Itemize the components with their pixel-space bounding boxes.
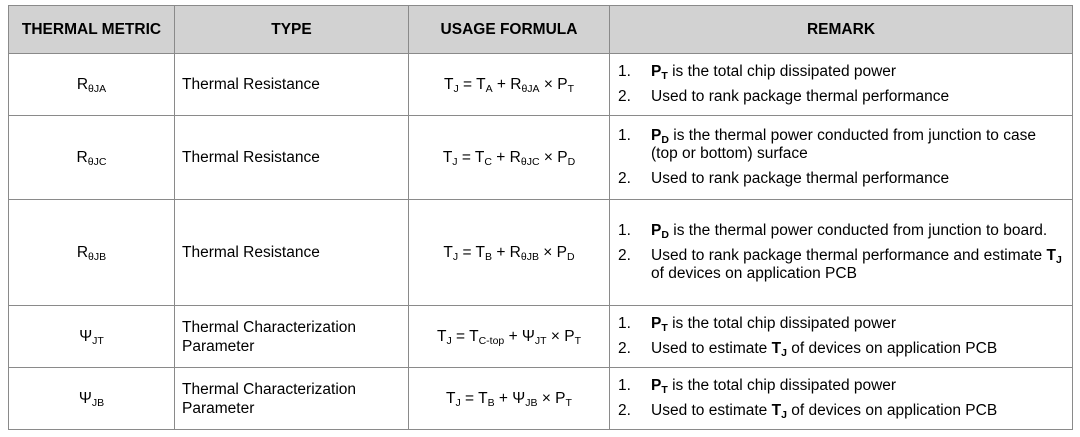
formula-subscript: θJC [520,155,540,168]
remark-text [651,88,1066,106]
formula-text: T [446,389,456,407]
metric-subscript: θJA [88,82,107,95]
table-row [9,368,1073,430]
metric-symbol: Ψ [79,327,93,345]
remark-number: 2. [618,170,631,187]
formula-text: + R [492,243,521,261]
remark-item [618,63,1066,81]
remark-bold: T [771,402,782,419]
type-cell: Thermal Resistance [175,116,409,200]
formula-text: = T [458,75,486,93]
remark-bold: T [771,340,782,357]
remark-subscript: D [661,134,669,146]
formula-subscript: D [566,250,575,263]
formula-subscript: JT [534,334,547,347]
remark-item [618,127,1066,163]
remark-number: 1. [618,63,631,80]
formula-text: + R [492,148,521,166]
type-cell: Thermal Resistance [175,200,409,306]
remark-plain: is the total chip dissipated power [667,377,897,394]
header-usage-formula: USAGE FORMULA [409,6,610,54]
remark-text [651,127,1066,163]
formula-text: T [443,243,453,261]
remark-item [618,402,1066,420]
remark-cell [610,54,1073,116]
remark-item [618,315,1066,333]
header-row [9,6,1073,54]
remark-plain: is the thermal power conducted from junction to board. [668,222,1048,239]
remark-text [651,247,1066,283]
remark-plain: is the thermal power conducted from junction to case (top or bottom) surface [651,127,1036,162]
remark-text [651,315,1066,333]
formula-text: = T [451,327,479,345]
formula-subscript: J [452,155,458,168]
table-row [9,200,1073,306]
formula-subscript: B [485,250,493,263]
thermal-metric-cell [9,368,175,430]
formula-text: T [444,75,454,93]
remark-text [651,377,1066,395]
usage-formula-cell [409,116,610,200]
remark-plain: Used to rank package thermal performance [651,170,950,187]
remark-subscript: D [661,229,669,241]
remark-number: 2. [618,402,631,419]
formula-text: × P [538,243,567,261]
header-type: TYPE [175,6,409,54]
formula-text: × P [546,327,575,345]
remark-item [618,377,1066,395]
remark-bold: P [651,377,662,394]
remark-text [651,222,1066,240]
type-cell: Thermal Resistance [175,54,409,116]
formula-subscript: C [484,155,492,168]
formula-text: + Ψ [494,389,526,407]
remark-subscript: T [661,70,668,82]
metric-subscript: JT [92,334,104,347]
remark-number: 2. [618,340,631,357]
table-row [9,54,1073,116]
formula-subscript: J [452,250,459,263]
remark-item [618,247,1066,283]
formula-subscript: T [565,396,572,409]
remark-bold: P [651,222,662,239]
remark-cell [610,116,1073,200]
thermal-metric-cell [9,200,175,306]
metric-subscript: JB [91,396,105,409]
formula-subscript: T [574,334,581,347]
usage-formula-cell [409,54,610,116]
metric-subscript: θJC [87,155,107,168]
formula-subscript: C-top [478,334,505,347]
formula-text: + Ψ [504,327,535,345]
formula-subscript: D [567,155,576,168]
remark-subscript: T [661,384,668,396]
remark-plain: Used to rank package thermal performance and estimate [651,247,1047,264]
remark-cell [610,200,1073,306]
remark-plain: Used to rank package thermal performance [651,88,950,105]
remark-text [651,340,1066,358]
metric-symbol: R [76,75,89,93]
remark-plain: of devices on application PCB [786,402,998,419]
remark-text [651,170,1066,188]
metric-symbol: R [76,148,88,166]
table-row [9,116,1073,200]
remark-item [618,88,1066,106]
remark-number: 1. [618,127,631,144]
remark-plain: of devices on application PCB [651,265,857,282]
header-remark: REMARK [610,6,1073,54]
usage-formula-cell [409,306,610,368]
remark-number: 2. [618,88,631,105]
formula-subscript: θJA [521,82,540,95]
formula-text: = T [458,243,485,261]
remark-plain: is the total chip dissipated power [667,315,897,332]
formula-subscript: A [485,82,493,95]
remark-plain: of devices on application PCB [786,340,998,357]
formula-text: T [442,148,453,166]
remark-bold: P [651,63,662,80]
metric-subscript: θJB [88,250,107,263]
formula-subscript: B [487,396,495,409]
remark-subscript: J [781,347,787,359]
remark-number: 1. [618,315,631,332]
remark-item [618,222,1066,240]
remark-bold: P [651,315,662,332]
metric-symbol: Ψ [78,389,92,407]
remark-cell [610,368,1073,430]
formula-subscript: T [567,82,574,95]
thermal-metrics-table [8,5,1073,430]
formula-subscript: J [453,82,459,95]
remark-text [651,63,1066,81]
formula-text: × P [539,148,568,166]
thermal-metric-cell [9,306,175,368]
table-row [9,306,1073,368]
formula-subscript: θJB [520,250,539,263]
formula-subscript: J [455,396,461,409]
remark-item [618,170,1066,188]
remark-subscript: J [1055,254,1062,266]
remark-item [618,340,1066,358]
metric-symbol: R [76,243,89,261]
remark-subscript: J [781,409,787,421]
remark-text [651,402,1066,420]
usage-formula-cell [409,200,610,306]
remark-plain: is the total chip dissipated power [667,63,897,80]
formula-text: = T [457,148,485,166]
usage-formula-cell [409,368,610,430]
formula-text: × P [537,389,566,407]
remark-number: 1. [618,377,631,394]
thermal-metric-cell [9,116,175,200]
formula-text: = T [460,389,488,407]
header-thermal-metric: THERMAL METRIC [9,6,175,54]
type-cell: Thermal Characterization Parameter [175,368,409,430]
remark-number: 2. [618,247,631,264]
remark-bold: P [651,127,662,144]
formula-text: + R [492,75,522,93]
remark-plain: Used to estimate [651,340,772,357]
formula-text: T [437,327,447,345]
formula-text: × P [539,75,568,93]
type-cell: Thermal Characterization Parameter [175,306,409,368]
remark-cell [610,306,1073,368]
formula-subscript: JB [525,396,538,409]
thermal-metric-cell [9,54,175,116]
remark-plain: Used to estimate [651,402,772,419]
remark-bold: T [1046,247,1056,264]
remark-subscript: T [661,322,668,334]
table-body [9,54,1073,430]
formula-subscript: J [446,334,452,347]
remark-number: 1. [618,222,631,239]
